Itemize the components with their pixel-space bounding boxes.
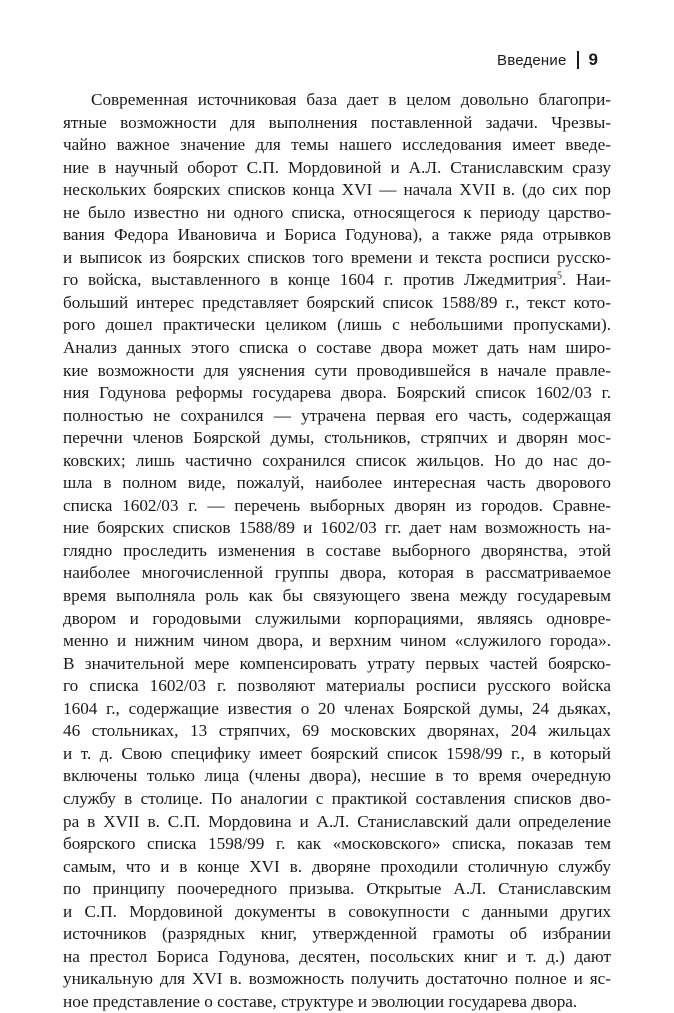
text-line: время выполняла роль как бы связующего звена между государевым (63, 586, 611, 606)
footnote-reference[interactable]: 5 (556, 270, 562, 282)
text-line: перечни членов Боярской думы, стольников, стряпчих и дворян мос- (63, 428, 611, 448)
page-number: 9 (588, 50, 598, 69)
text-line: ное представление о составе, структуре и эволюции государева двора. (63, 991, 578, 1011)
text-line: вания Федора Ивановича и Бориса Годунова), а также ряда отрывков (63, 225, 611, 245)
text-line: списка 1602/03 г. — перечень выборных дворян из городов. Сравне- (63, 495, 611, 515)
text-line: и выписок из боярских списков того времени и текста росписи русско- (63, 247, 611, 267)
text-line: 1604 г., содержащие известия о 20 членах Боярской думы, 24 дьяках, (63, 698, 611, 718)
text-line: наиболее многочисленной группы двора, которая в рассматриваемое (63, 563, 611, 583)
text-line: и т. д. Свою специфику имеет боярский список 1598/99 г., в который (63, 743, 611, 763)
text-line: самым, что и в конце XVI в. дворяне проходили столичную службу (63, 856, 611, 876)
text-line: не было известно ни одного списка, относящегося к периоду царство- (63, 202, 611, 222)
text-segment: го войска, выставленного в конце 1604 г. против Лжедмитрия (63, 270, 557, 290)
text-line: на престол Бориса Годунова, десятен, посольских книг и т. д.) дают (63, 946, 611, 966)
body-paragraph (63, 89, 611, 1013)
text-line: ра в XVII в. С.П. Мордовина и А.Л. Станиславский дали определение (63, 811, 611, 831)
text-line: двором и городовыми служилыми корпорациями, являясь одновре- (63, 608, 611, 628)
text-line: ятные возможности для выполнения поставленной задачи. Чрезвы- (63, 112, 611, 132)
text-line: ние боярских списков 1588/89 и 1602/03 гг. дает нам возможность на- (63, 518, 611, 538)
text-line: Современная источниковая база дает в целом довольно благопри- (91, 90, 611, 109)
text-line: по принципу поочередного призыва. Открытые А.Л. Станиславским (63, 879, 611, 899)
text-segment: . Наи- (561, 270, 611, 290)
text-line: ния Годунова реформы государева двора. Боярский список 1602/03 г. (63, 383, 611, 403)
text-line: Анализ данных этого списка о составе двора может дать нам широ- (63, 338, 611, 358)
text-line: менно и нижним чином двора, и верхним чином «служилого города». (63, 631, 611, 651)
text-line: боярского списка 1598/99 г. как «московского» списка, показав тем (63, 834, 611, 854)
text-line: уникальную для XVI в. возможность получить достаточно полное и яс- (63, 969, 611, 989)
text-line: чайно важное значение для темы нашего исследования имеет введе- (63, 135, 611, 155)
text-line: включены только лица (члены двора), несшие в то время очередную (63, 766, 611, 786)
text-line: службу в столице. По аналогии с практикой составления списков дво- (63, 788, 611, 808)
text-line: кие возможности для уяснения сути проводившейся в начале правле- (63, 360, 611, 380)
text-line: го списка 1602/03 г. позволяют материалы росписи русского войска (63, 676, 611, 696)
section-title: Введение (497, 51, 567, 69)
text-line: полностью не сохранился — утрачена первая его часть, содержащая (63, 405, 611, 425)
text-line: больший интерес представляет боярский список 1588/89 г., текст кото- (63, 292, 611, 312)
text-line: источников (разрядных книг, утвержденной грамоты об избрании (63, 924, 611, 944)
text-line: глядно проследить изменения в составе выборного дворянства, этой (63, 540, 611, 560)
text-line: 46 стольниках, 13 стряпчих, 69 московских дворянах, 204 жильцах (63, 721, 611, 741)
text-line: ние в научный оборот С.П. Мордовиной и А.Л. Станиславским сразу (63, 157, 611, 177)
text-line: и С.П. Мордовиной документы в совокупности с данными других (63, 901, 611, 921)
text-line: шла в полном виде, пожалуй, наиболее интересная часть дворового (63, 473, 611, 493)
text-line: нескольких боярских списков конца XVI — начала XVII в. (до сих пор (63, 180, 611, 200)
text-line-with-footnote (63, 269, 611, 292)
header-divider (577, 51, 579, 69)
text-line: В значительной мере компенсировать утрату первых частей боярско- (63, 653, 611, 673)
text-line: ковских; лишь частично сохранился список жильцов. Но до нас до- (63, 450, 611, 470)
running-head (497, 50, 598, 70)
text-line: рого дошел практически целиком (лишь с небольшими пропусками). (63, 315, 611, 335)
